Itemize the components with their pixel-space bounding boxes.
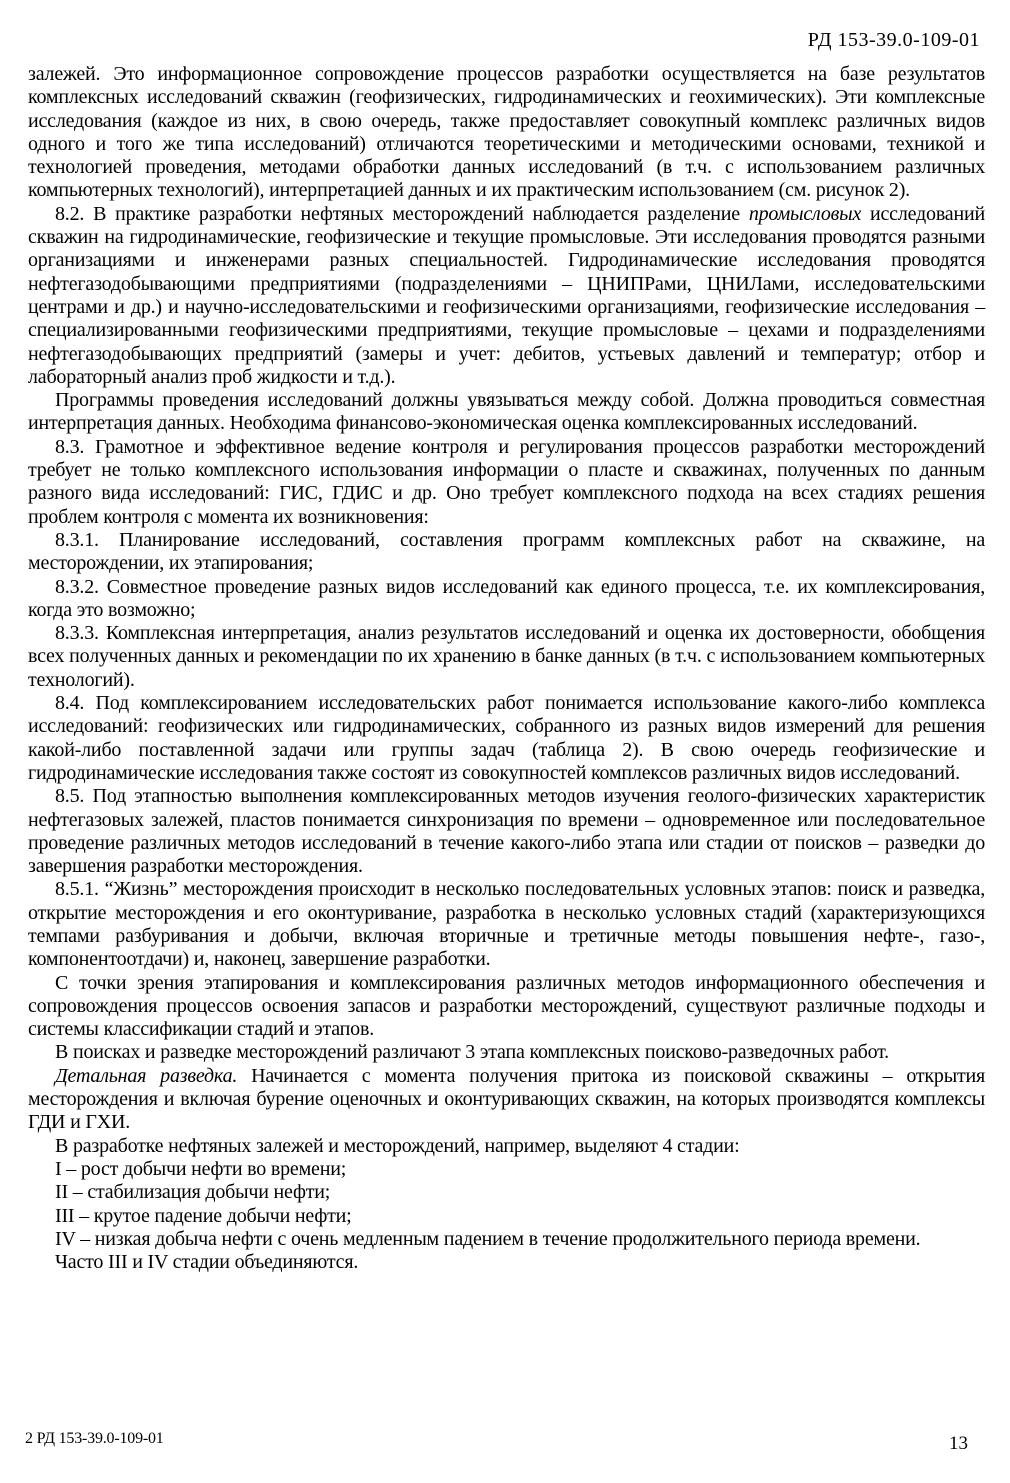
- text-run: I – рост добычи нефти во времени;: [55, 1157, 347, 1180]
- text-run: II – стабилизация добычи нефти;: [55, 1181, 331, 1204]
- paragraph: [28, 1228, 985, 1251]
- paragraph: [28, 203, 985, 389]
- paragraph: [28, 1135, 985, 1158]
- text-run: 8.5. Под этапностью выполнения комплексированных методов изучения геолого-физических характеристик нефтегазовых залежей, пластов понимается синхронизация по времени – одновременное или последовательное проведение различных методов исследований в течение какого-либо этапа или стадии от поисков – разведки до завершения разработки месторождения.: [28, 785, 985, 878]
- paragraph: [28, 1251, 985, 1274]
- text-run: Начинается с момента получения притока из поисковой скважины – открытия месторождения и включая бурение оценочных и оконтуривающих скважин, на которых производятся комплексы ГДИ и ГХИ.: [28, 1064, 986, 1134]
- page-header: [28, 29, 980, 52]
- text-run: залежей. Это информационное сопровождение процессов разработки осуществляется на базе результатов комплексных исследований скважин (геофизических, гидродинамических и геохимических). Эти комплексные исследования (каждое из них, в свою очередь, также предоставляет совокупный комплекс различных видов одного и того же типа исследований) отличаются теоретическими и методическими основами, техникой и технологией проведения, методами обработки данных исследований (в т.ч. с использованием различных компьютерных технологий), интерпретацией данных и их практическим использованием (см. рисунок 2).: [28, 63, 985, 202]
- paragraph: [28, 692, 985, 785]
- paragraph: [28, 1041, 985, 1064]
- text-run: 8.5.1. “Жизнь” месторождения происходит в несколько последовательных условных этапов: поиск и разведка, открытие месторождения и его оконтуривание, разработка в несколько условных стадий (характеризующихся темпами разбуривания и добычи, включая вторичные и третичные методы повышения нефте-, газо-, компонентоотдачи) и, наконец, завершение разработки.: [28, 878, 985, 971]
- paragraph: [28, 389, 985, 436]
- text-run: исследований скважин на гидродинамические, геофизические и текущие промысловые. Эти исследования проводятся разными организациями и инженерами разных специальностей. Гидродинамические исследования проводятся нефтегазодобывающими предприятиями (подразделениями – ЦНИПРами, ЦНИЛами, исследовательскими центрами и др.) и научно-исследовательскими и геофизическими организациями, геофизические исследования – специализированными геофизическими предприятиями, текущие промысловые – цехами и подразделениями нефтегазодобывающих предприятий (замеры и учет: дебитов, устьевых давлений и температур; отбор и лабораторный анализ проб жидкости и т.д.).: [28, 202, 985, 388]
- text-run: 8.3.2. Совместное проведение разных видов исследований как единого процесса, т.е. их комплексирования, когда это возможно;: [28, 575, 985, 621]
- paragraph: [28, 1065, 985, 1135]
- paragraph: [28, 785, 985, 878]
- text-run: Детальная разведка.: [55, 1064, 238, 1087]
- paragraph: [28, 972, 985, 1042]
- text-run: 8.3.1. Планирование исследований, составления программ комплексных работ на скважине, на месторождении, их этапирования;: [28, 528, 985, 575]
- text-run: В поисках и разведке месторождений различают 3 этапа комплексных поисково-разведочных работ.: [55, 1041, 889, 1064]
- text-run: 8.3.3. Комплексная интерпретация, анализ результатов исследований и оценка их достоверности, обобщения всех полученных данных и рекомендации по их хранению в банке данных (в т.ч. с использованием компьютерных технологий).: [28, 622, 985, 691]
- text-run: Часто III и IV стадии объединяются.: [55, 1251, 359, 1274]
- document-body: [28, 63, 985, 1274]
- paragraph: [28, 622, 985, 692]
- text-run: 8.2. В практике разработки нефтяных месторождений наблюдается разделение: [55, 202, 749, 225]
- text-run: IV – низкая добыча нефти с очень медленным падением в течение продолжительного периода времени.: [55, 1227, 921, 1250]
- text-run: В разработке нефтяных залежей и месторождений, например, выделяют 4 стадии:: [55, 1134, 740, 1157]
- paragraph: [28, 63, 985, 203]
- text-run: III – крутое падение добычи нефти;: [55, 1204, 352, 1227]
- paragraph: [28, 436, 985, 529]
- text-run: 8.3. Грамотное и эффективное ведение контроля и регулирования процессов разработки месторождений требует не только комплексного использования информации о пласте и скважинах, полученных по данным разного вида исследований: ГИС, ГДИС и др. Оно требует комплексного подхода на всех стадиях решения проблем контроля с момента их возникновения:: [28, 435, 985, 528]
- header-doc-number: РД 153-39.0-109-01: [807, 29, 980, 51]
- paragraph: [28, 529, 985, 576]
- paragraph: [28, 1158, 985, 1181]
- text-run: промысловых: [748, 202, 862, 225]
- paragraph: [28, 878, 985, 971]
- footer-doc-number: 2 РД 153-39.0-109-01: [25, 1430, 164, 1447]
- text-run: Программы проведения исследований должны увязываться между собой. Должна проводиться совместная интерпретация данных. Необходима финансово-экономическая оценка комплексированных исследований.: [28, 389, 985, 435]
- paragraph: [28, 1205, 985, 1228]
- text-run: 8.4. Под комплексированием исследовательских работ понимается использование какого-либо комплекса исследований: геофизических или гидродинамических, собранного из разных видов измерений для решения какой-либо поставленной задачи или группы задач (таблица 2). В свою очередь геофизические и гидродинамические исследования также состоят из совокупностей комплексов различных видов исследований.: [28, 692, 985, 784]
- footer-page-number: 13: [949, 1433, 968, 1454]
- paragraph: [28, 576, 985, 623]
- text-run: С точки зрения этапирования и комплексирования различных методов информационного обеспечения и сопровождения процессов освоения запасов и разработки месторождений, существуют различные подходы и системы классификации стадий и этапов.: [28, 971, 985, 1041]
- paragraph: [28, 1181, 985, 1204]
